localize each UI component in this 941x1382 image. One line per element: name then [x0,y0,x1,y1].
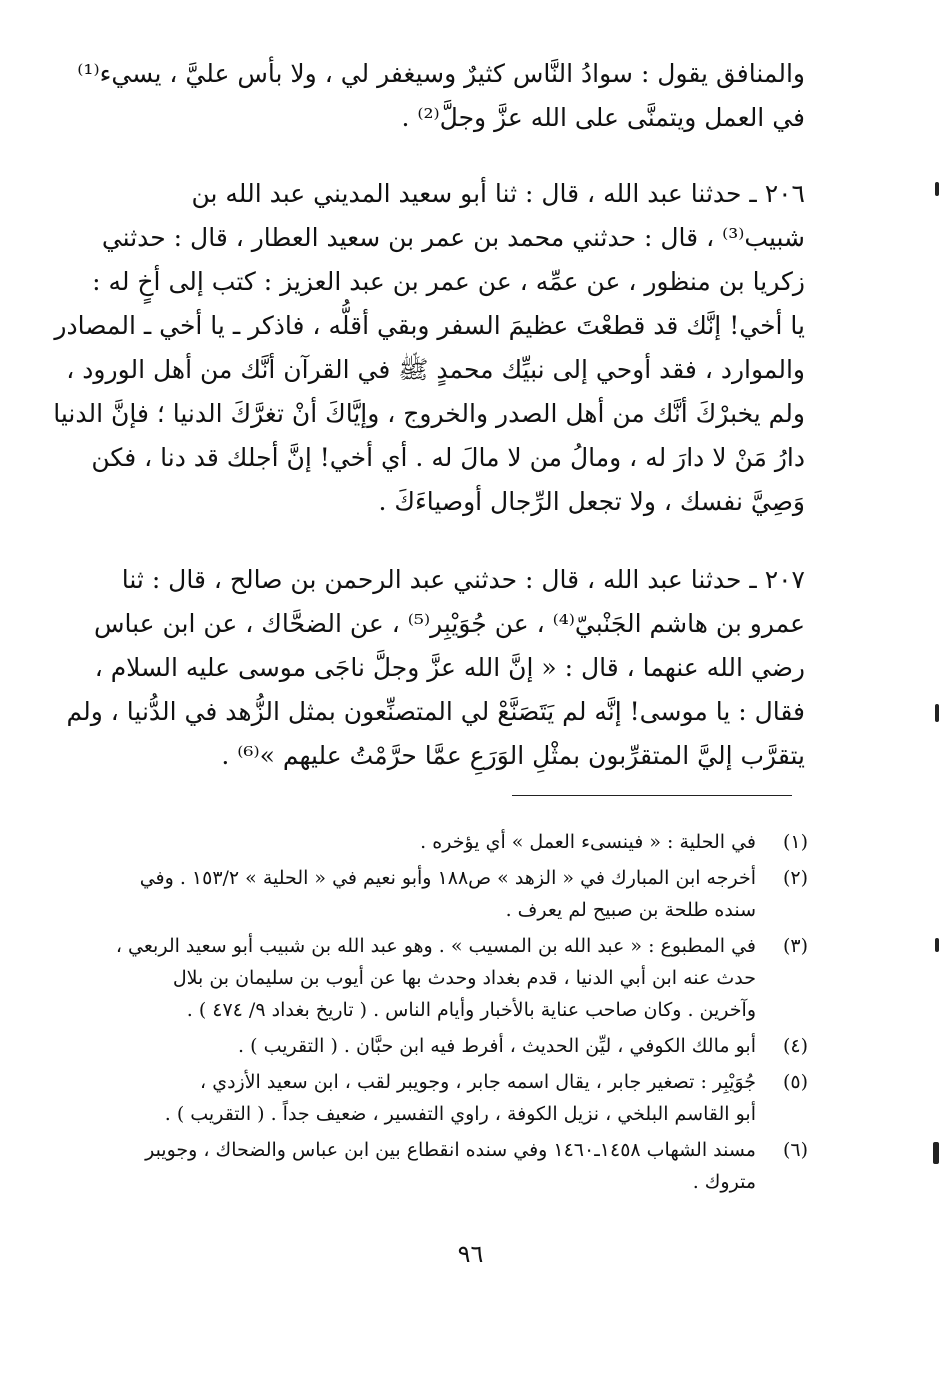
text-line: يا أخي! إنَّك قد قطعْتَ عظيمَ السفر وبقي أقلُّه ، فاذكر ـ يا أخي ـ المصادر [54,311,805,340]
footnote-line: أخرجه ابن المبارك في « الزهد » ص١٨٨ وأبو نعيم في « الحلية » ١٥٣/٢ . وفي [139,867,756,889]
footnote-number: (٢) [782,867,808,889]
text-line: في العمل ويتمنَّى على الله عزَّ وجلَّ⁽²⁾ . [401,103,805,132]
footnote-number: (٣) [782,935,808,957]
text-line: وَصِيَّ نفسك ، ولا تجعل الرِّجال أوصياءَكَ . [378,487,805,516]
footnote-line: جُوَيْبِر : تصغير جابر ، يقال اسمه جابر ، وجويبر لقب ، ابن سعيد الأزدي ، [200,1071,756,1093]
footnote-4 [100,1030,808,1062]
footnote-line: وآخرين . وكان صاحب عناية بالأخبار وأيام الناس . ( تاريخ بغداد ٩/ ٤٧٤ ) . [186,999,756,1021]
text-line: والموارد ، فقد أوحي إلى نبيِّك محمدٍ ﷺ في القرآن أنَّك من أهل الورود ، [66,355,805,384]
text-line: دارُ مَنْ لا دارَ له ، ومالُ من لا مالَ له . أي أخي! إنَّ أجلك قد دنا ، فكن [91,443,805,472]
footnote-number: (١) [782,831,808,853]
scan-edge-mark [933,1142,939,1164]
text-line: شبيب⁽³⁾ ، قال : حدثني محمد بن عمر بن سعيد العطار ، قال : حدثني [101,223,805,252]
scan-edge-mark [935,182,939,196]
footnote-6 [100,1134,808,1198]
text-line: ولم يخبرْكَ أنَّك من أهل الصدر والخروج ، وإيَّاكَ أنْ تغرَّكَ الدنيا ؛ فإنَّ الدنيا [53,399,805,428]
paragraph-206 [53,172,805,524]
footnote-3 [100,930,808,1026]
text-line: رضي الله عنهما ، قال : « إنَّ الله عزَّ وجلَّ ناجَى موسى عليه السلام ، [94,653,805,682]
footnote-line: حدث عنه ابن أبي الدنيا ، قدم بغداد وحدث بها عن أيوب بن سليمان بن بلال [172,967,756,989]
text-line: والمنافق يقول : سوادُ النَّاس كثيرٌ وسيغفر لي ، ولا بأس عليَّ ، يسيء⁽¹⁾ [77,59,805,88]
footnotes [100,826,808,1202]
footnote-1 [100,826,808,858]
footnote-line: أبو مالك الكوفي ، ليِّن الحديث ، أفرط فيه ابن حبَّان . ( التقريب ) . [238,1035,756,1057]
text-line: فقال : يا موسى! إنَّه لم يَتَصَنَّعْ لي المتصنِّعون بمثل الزُّهد في الدُّنيا ، ولم [66,697,805,726]
footnote-line: سنده طلحة بن صبيح لم يعرف . [505,899,756,921]
scan-edge-mark [935,704,939,722]
footnote-5 [100,1066,808,1130]
page-number: ٩٦ [457,1240,484,1268]
footnote-separator [512,795,792,796]
text-line: ٢٠٦ ـ حدثنا عبد الله ، قال : ثنا أبو سعيد المديني عبد الله بن [191,179,805,208]
footnote-line: في الحلية : « فينسىء العمل » أي يؤخره . [420,831,756,853]
text-line: يتقرَّب إليَّ المتقرِّبون بمثْلِ الوَرَعِ عمَّا حرَّمْتُ عليهم »⁽⁶⁾ . [221,741,805,770]
text-line: زكريا بن منظور ، عن عمِّه ، عن عمر بن عبد العزيز : كتب إلى أخٍ له : [92,267,805,296]
scan-edge-mark [935,938,939,952]
paragraph-opening [77,52,805,140]
footnote-number: (٤) [782,1035,808,1057]
footnote-line: في المطبوع : « عبد الله بن المسيب » . وهو عبد الله بن شبيب أبو سعيد الربعي ، [115,935,756,957]
footnote-line: أبو القاسم البلخي ، نزيل الكوفة ، راوي التفسير ، ضعيف جداً . ( التقريب ) . [164,1103,756,1125]
paragraph-207 [66,558,805,778]
footnote-line: متروك . [692,1171,756,1193]
footnote-number: (٥) [782,1071,808,1093]
text-line: عمرو بن هاشم الجَنْبيّ⁽⁴⁾ ، عن جُوَيْبِر⁽⁵⁾ ، عن الضحَّاك ، عن ابن عباس [93,609,805,638]
footnote-2 [100,862,808,926]
footnote-line: مسند الشهاب ١٤٥٨ـ١٤٦٠ وفي سنده انقطاع بين ابن عباس والضحاك ، وجويبر [145,1139,756,1161]
footnote-number: (٦) [782,1139,808,1161]
text-line: ٢٠٧ ـ حدثنا عبد الله ، قال : حدثني عبد الرحمن بن صالح ، قال : ثنا [121,565,805,594]
